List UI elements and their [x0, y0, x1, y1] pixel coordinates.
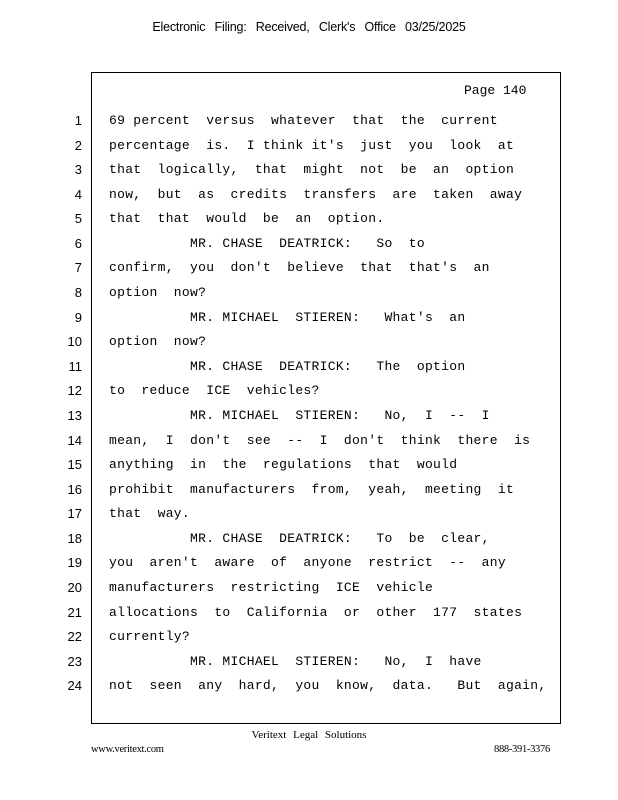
transcript-line	[0, 654, 618, 678]
line-text: MR. MICHAEL STIEREN: What's an	[109, 310, 466, 325]
transcript-line	[0, 236, 618, 260]
line-text: to reduce ICE vehicles?	[109, 383, 320, 398]
transcript-line	[0, 310, 618, 334]
line-text: MR. CHASE DEATRICK: So to	[109, 236, 425, 251]
line-text: not seen any hard, you know, data. But again,	[109, 678, 547, 693]
transcript-line	[0, 285, 618, 309]
line-number: 12	[67, 383, 82, 398]
line-text: 69 percent versus whatever that the current	[109, 113, 498, 128]
line-text: percentage is. I think it's just you look at	[109, 138, 515, 153]
transcript-line	[0, 433, 618, 457]
line-number: 16	[67, 482, 82, 497]
line-number: 20	[67, 580, 82, 595]
transcript-line	[0, 678, 618, 702]
transcript-line	[0, 580, 618, 604]
transcript-line	[0, 629, 618, 653]
line-text: anything in the regulations that would	[109, 457, 458, 472]
transcript-line	[0, 482, 618, 506]
line-text: MR. MICHAEL STIEREN: No, I have	[109, 654, 482, 669]
line-text: mean, I don't see -- I don't think there is	[109, 433, 531, 448]
line-number: 8	[74, 285, 82, 300]
line-text: allocations to California or other 177 states	[109, 605, 523, 620]
line-number: 24	[67, 678, 82, 693]
transcript-line	[0, 531, 618, 555]
line-number: 6	[74, 236, 82, 251]
line-text: you aren't aware of anyone restrict -- any	[109, 555, 506, 570]
line-text: MR. CHASE DEATRICK: The option	[109, 359, 466, 374]
transcript-line	[0, 162, 618, 186]
transcript-line	[0, 138, 618, 162]
line-number: 10	[67, 334, 82, 349]
line-text: MR. MICHAEL STIEREN: No, I -- I	[109, 408, 490, 423]
line-number: 17	[67, 506, 82, 521]
line-number: 4	[74, 187, 82, 202]
line-number: 22	[67, 629, 82, 644]
line-number: 5	[74, 211, 82, 226]
footer-phone: 888-391-3376	[494, 744, 550, 755]
line-text: now, but as credits transfers are taken away	[109, 187, 523, 202]
line-text: that that would be an option.	[109, 211, 385, 226]
line-number: 21	[67, 605, 82, 620]
transcript-line	[0, 211, 618, 235]
transcript-line	[0, 359, 618, 383]
line-text: currently?	[109, 629, 191, 644]
line-number: 23	[67, 654, 82, 669]
line-text: option now?	[109, 334, 207, 349]
line-number: 13	[67, 408, 82, 423]
line-text: manufacturers restricting ICE vehicle	[109, 580, 434, 595]
line-number: 11	[68, 359, 82, 374]
transcript-line	[0, 555, 618, 579]
filing-stamp: Electronic Filing: Received, Clerk's Office 03/25/2025	[152, 20, 466, 34]
line-number: 2	[74, 138, 82, 153]
line-number: 7	[74, 260, 82, 275]
line-number: 3	[74, 162, 82, 177]
footer-company: Veritext Legal Solutions	[251, 729, 367, 741]
line-number: 18	[67, 531, 82, 546]
line-text: option now?	[109, 285, 207, 300]
line-number: 14	[67, 433, 82, 448]
line-text: MR. CHASE DEATRICK: To be clear,	[109, 531, 490, 546]
line-number: 1	[74, 113, 82, 128]
footer-website: www.veritext.com	[91, 744, 164, 755]
line-number: 19	[67, 555, 82, 570]
transcript-line	[0, 383, 618, 407]
transcript-line	[0, 187, 618, 211]
page-number: Page 140	[464, 83, 527, 98]
transcript-line	[0, 605, 618, 629]
transcript-line	[0, 260, 618, 284]
line-number: 9	[74, 310, 82, 325]
line-text: that logically, that might not be an option	[109, 162, 515, 177]
line-text: that way.	[109, 506, 191, 521]
transcript-line	[0, 408, 618, 432]
transcript-line	[0, 506, 618, 530]
line-number: 15	[67, 457, 82, 472]
transcript-line	[0, 457, 618, 481]
line-text: confirm, you don't believe that that's an	[109, 260, 490, 275]
line-text: prohibit manufacturers from, yeah, meeting it	[109, 482, 515, 497]
transcript-line	[0, 334, 618, 358]
transcript-line	[0, 113, 618, 137]
